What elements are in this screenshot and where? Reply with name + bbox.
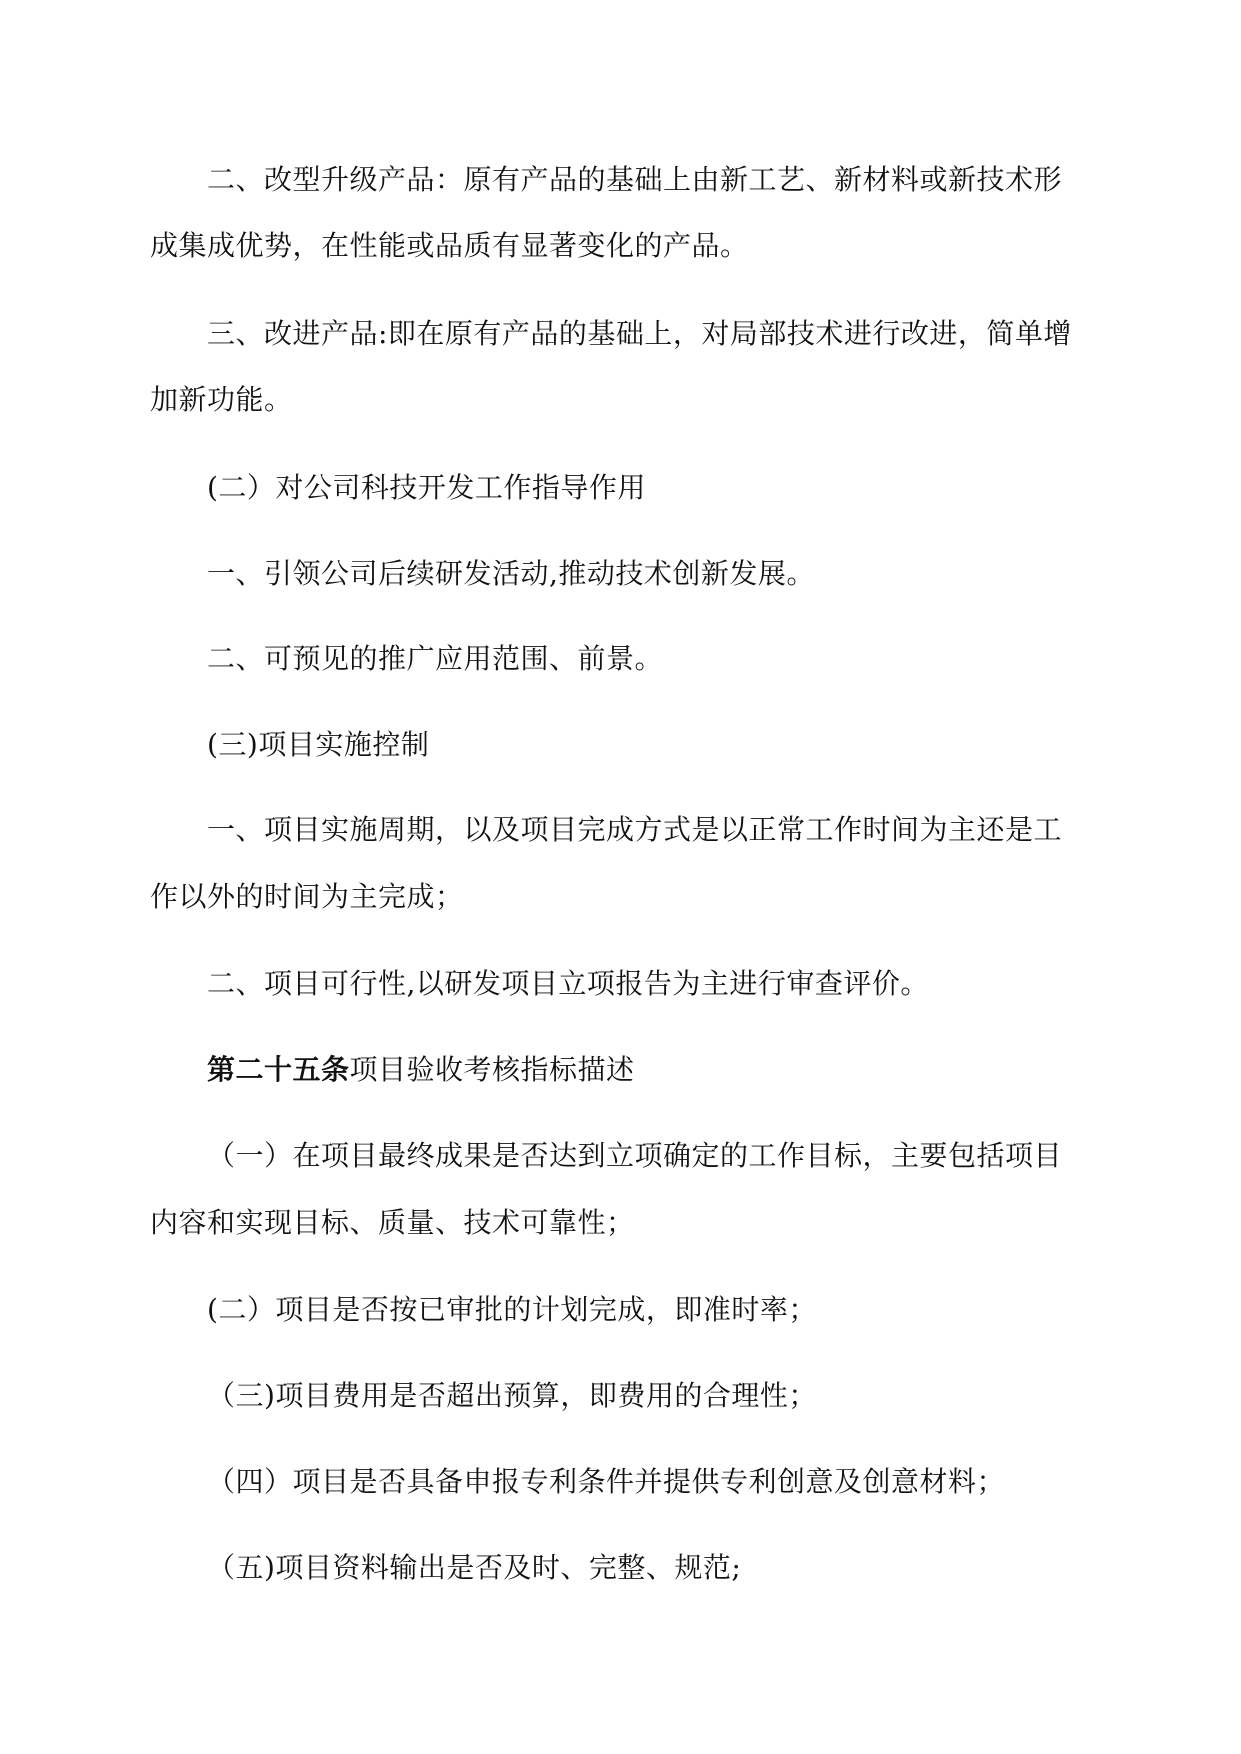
paragraph-line: 成集成优势，在性能或品质有显著变化的产品。 [150, 229, 749, 262]
paragraph-line: 加新功能。 [150, 383, 293, 416]
article-heading [207, 1052, 635, 1088]
paragraph-line: （一）在项目最终成果是否达到立项确定的工作目标，主要包括项目 [207, 1139, 1063, 1172]
paragraph-line: （四）项目是否具备申报专利条件并提供专利创意及创意材料； [207, 1465, 1006, 1498]
paragraph-line: 作以外的时间为主完成； [150, 880, 464, 913]
paragraph-line: 二、可预见的推广应用范围、前景。 [207, 642, 664, 675]
article-title: 项目验收考核指标描述 [349, 1053, 635, 1086]
section-heading: (三)项目实施控制 [207, 728, 430, 761]
section-heading: (二）对公司科技开发工作指导作用 [207, 471, 646, 504]
paragraph-line: 一、引领公司后续研发活动,推动技术创新发展。 [207, 557, 815, 590]
paragraph-line: 内容和实现目标、质量、技术可靠性； [150, 1206, 635, 1239]
paragraph-line: （五)项目资料输出是否及时、完整、规范; [207, 1551, 742, 1584]
paragraph-line: 二、项目可行性,以研发项目立项报告为主进行审查评价。 [207, 967, 929, 1000]
paragraph-line: 二、改型升级产品：原有产品的基础上由新工艺、新材料或新技术形 [207, 163, 1063, 196]
paragraph-line: （三)项目费用是否超出预算，即费用的合理性； [207, 1379, 817, 1412]
paragraph-line: (二）项目是否按已审批的计划完成，即准时率； [207, 1293, 817, 1326]
paragraph-line: 一、项目实施周期，以及项目完成方式是以正常工作时间为主还是工 [207, 813, 1063, 846]
article-number: 第二十五条 [207, 1053, 350, 1086]
paragraph-line: 三、改进产品:即在原有产品的基础上，对局部技术进行改进，简单增 [207, 317, 1072, 350]
